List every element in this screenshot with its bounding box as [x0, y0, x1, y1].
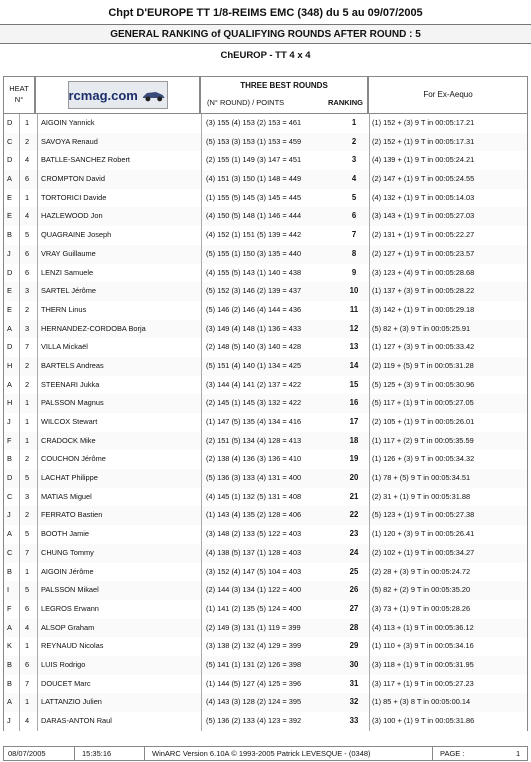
- ex-aequo: (5) 123 + (1) 9 T in 00:05:27.38: [372, 510, 475, 520]
- heat-number: 6: [24, 659, 30, 669]
- best-rounds: (5) 146 (2) 146 (4) 144 = 436: [206, 304, 302, 314]
- driver-name: BATLLE-SANCHEZ Robert: [41, 155, 130, 165]
- table-row: [3, 675, 528, 694]
- heat-letter: B: [7, 454, 12, 464]
- heat-number: 1: [24, 398, 30, 408]
- table-row: [3, 432, 528, 451]
- column-header: [0, 76, 531, 114]
- driver-name: MATIAS Miguel: [41, 491, 92, 501]
- ex-aequo: (3) 100 + (1) 9 T in 00:05:31.86: [372, 716, 475, 725]
- ranking: 9: [351, 267, 357, 277]
- table-row: [3, 151, 528, 170]
- table-row: [3, 469, 528, 488]
- ranking: 19: [349, 454, 359, 464]
- heat-letter: F: [7, 435, 12, 445]
- table-row: [3, 189, 528, 208]
- heat-letter: B: [7, 678, 12, 688]
- ranking: 13: [349, 342, 359, 352]
- heat-letter: F: [7, 603, 12, 613]
- driver-name: DARAS-ANTON Raul: [41, 716, 112, 725]
- driver-name: THERN Linus: [41, 304, 87, 314]
- footer-date: 08/07/2005: [8, 749, 46, 758]
- best-rounds: (3) 149 (4) 148 (1) 136 = 433: [206, 323, 302, 333]
- driver-name: LEGROS Erwann: [41, 603, 99, 613]
- heat-letter: K: [7, 641, 12, 651]
- heat-number: 4: [24, 155, 30, 165]
- table-row: [3, 320, 528, 339]
- ex-aequo: (3) 73 + (1) 9 T in 00:05:28.26: [372, 603, 471, 613]
- heat-letter: A: [7, 622, 12, 632]
- table-row: [3, 581, 528, 600]
- best-rounds: (4) 145 (1) 132 (5) 131 = 408: [206, 491, 302, 501]
- ranking: 7: [351, 230, 357, 240]
- driver-name: PALSSON Mikael: [41, 585, 99, 595]
- ex-aequo: (2) 105 + (1) 9 T in 00:05:26.01: [372, 417, 475, 426]
- ranking-label: RANKING: [328, 98, 363, 107]
- driver-name: LUIS Rodrigo: [41, 659, 86, 669]
- table-row: [3, 357, 528, 376]
- ex-aequo: (5) 117 + (1) 9 T in 00:05:27.05: [372, 398, 474, 408]
- heat-number: 1: [24, 417, 30, 426]
- footer-version: WinARC Version 6.10A © 1993-2005 Patrick LEVESQUE - (0348): [152, 749, 371, 758]
- best-rounds-header: [200, 76, 368, 114]
- ranking-title: GENERAL RANKING of QUALIFYING ROUNDS AFTER ROUND : 5: [0, 24, 531, 44]
- heat-number: 4: [24, 211, 30, 221]
- driver-name: CRADOCK Mike: [41, 435, 96, 445]
- ex-aequo: (1) 78 + (5) 9 T in 00:05:34.51: [372, 473, 471, 483]
- best-rounds: (5) 152 (3) 146 (2) 139 = 437: [206, 286, 302, 296]
- best-rounds: (4) 152 (1) 151 (5) 139 = 442: [206, 230, 302, 240]
- ranking: 32: [349, 697, 359, 707]
- table-row: [3, 282, 528, 301]
- table-row: [3, 506, 528, 525]
- table-row: [3, 619, 528, 638]
- driver-name: REYNAUD Nicolas: [41, 641, 104, 651]
- best-rounds: (5) 151 (4) 140 (1) 134 = 425: [206, 360, 302, 370]
- ex-aequo: (5) 82 + (3) 9 T in 00:05:25.91: [372, 323, 471, 333]
- driver-name: SARTEL Jérôme: [41, 286, 97, 296]
- ex-aequo: (2) 152 + (1) 9 T in 00:05:17.31: [372, 136, 475, 146]
- driver-name: LATTANZIO Julien: [41, 697, 102, 707]
- ranking: 18: [349, 435, 359, 445]
- table-row: [3, 656, 528, 675]
- heat-number: 2: [24, 454, 30, 464]
- heat-letter: C: [7, 491, 13, 501]
- heat-letter: A: [7, 379, 12, 389]
- heat-number: 3: [24, 491, 30, 501]
- heat-number: 1: [24, 192, 30, 202]
- driver-name: WILCOX Stewart: [41, 417, 98, 426]
- heat-letter: B: [7, 230, 12, 240]
- table-row: [3, 133, 528, 152]
- best-rounds: (1) 141 (2) 135 (5) 124 = 400: [206, 603, 302, 613]
- heat-number: 4: [24, 716, 30, 725]
- best-rounds: (4) 138 (5) 137 (1) 128 = 403: [206, 547, 302, 557]
- table-row: [3, 450, 528, 469]
- ex-aequo: (1) 152 + (3) 9 T in 00:05:17.21: [372, 118, 475, 127]
- heat-number: 7: [24, 678, 30, 688]
- heat-number: 2: [24, 510, 30, 520]
- best-rounds: (1) 143 (4) 135 (2) 128 = 406: [206, 510, 302, 520]
- heat-label: HEAT: [9, 84, 29, 93]
- round-points-label: (N° ROUND) / POINTS: [207, 98, 285, 107]
- heat-number: 7: [24, 342, 30, 352]
- ex-aequo: (1) 137 + (3) 9 T in 00:05:28.22: [372, 286, 475, 296]
- heat-number: 6: [24, 174, 30, 184]
- table-row: [3, 637, 528, 656]
- ranking: 1: [351, 118, 357, 127]
- best-rounds: (1) 155 (5) 145 (3) 145 = 445: [206, 192, 302, 202]
- ranking: 22: [349, 510, 359, 520]
- ranking: 33: [349, 716, 359, 725]
- heat-letter: E: [7, 211, 12, 221]
- heat-number: 6: [24, 603, 30, 613]
- best-rounds: (5) 136 (3) 133 (4) 131 = 400: [206, 473, 302, 483]
- best-rounds: (3) 138 (2) 132 (4) 129 = 399: [206, 641, 302, 651]
- heat-number: 3: [24, 323, 30, 333]
- ex-aequo: (4) 132 + (1) 9 T in 00:05:14.03: [372, 192, 475, 202]
- heat-letter: J: [7, 248, 11, 258]
- best-rounds: (2) 151 (5) 134 (4) 128 = 413: [206, 435, 302, 445]
- table-row: [3, 394, 528, 413]
- driver-name: BOOTH Jamie: [41, 529, 90, 539]
- driver-name: LENZI Samuele: [41, 267, 94, 277]
- rcmag-logo: [68, 81, 168, 109]
- best-rounds: (2) 155 (1) 149 (3) 147 = 451: [206, 155, 302, 165]
- driver-name: PALSSON Magnus: [41, 398, 104, 408]
- table-row: [3, 693, 528, 712]
- footer-page-label: PAGE :: [440, 749, 465, 758]
- best-rounds: (4) 151 (3) 150 (1) 148 = 449: [206, 174, 302, 184]
- ranking: 23: [349, 529, 359, 539]
- best-rounds-title: THREE BEST ROUNDS: [240, 81, 328, 90]
- best-rounds: (2) 148 (5) 140 (3) 140 = 428: [206, 342, 302, 352]
- footer-page-number: 1: [516, 749, 521, 758]
- heat-letter: C: [7, 547, 13, 557]
- table-row: [3, 207, 528, 226]
- best-rounds: (4) 155 (5) 143 (1) 140 = 438: [206, 267, 302, 277]
- ex-aequo: (5) 125 + (3) 9 T in 00:05:30.96: [372, 379, 475, 389]
- ranking: 24: [349, 547, 359, 557]
- driver-name: AIGOIN Yannick: [41, 118, 95, 127]
- heat-number: 4: [24, 622, 30, 632]
- heat-number: 5: [24, 585, 30, 595]
- heat-letter: B: [7, 659, 12, 669]
- driver-name: HERNANDEZ-CORDOBA Borja: [41, 323, 146, 333]
- driver-name: CROMPTON David: [41, 174, 105, 184]
- ranking: 31: [349, 678, 359, 688]
- best-rounds: (5) 155 (1) 150 (3) 135 = 440: [206, 248, 302, 258]
- best-rounds: (1) 147 (5) 135 (4) 134 = 416: [206, 417, 302, 426]
- heat-letter: D: [7, 473, 13, 483]
- driver-name: TORTORICI Davide: [41, 192, 107, 202]
- ranking: 29: [349, 641, 359, 651]
- ex-aequo: (2) 28 + (3) 9 T in 00:05:24.72: [372, 566, 471, 576]
- driver-name: STEENARI Jukka: [41, 379, 100, 389]
- heat-letter: I: [7, 585, 10, 595]
- table-row: [3, 488, 528, 507]
- heat-number: 7: [24, 547, 30, 557]
- heat-number: 2: [24, 360, 30, 370]
- best-rounds: (2) 138 (4) 136 (3) 136 = 410: [206, 454, 302, 464]
- table-row: [3, 413, 528, 432]
- heat-number: 5: [24, 230, 30, 240]
- heat-letter: J: [7, 417, 11, 426]
- best-rounds: (3) 144 (4) 141 (2) 137 = 422: [206, 379, 302, 389]
- ranking-table: [3, 114, 528, 731]
- best-rounds: (3) 148 (2) 133 (5) 122 = 403: [206, 529, 302, 539]
- heat-letter: E: [7, 192, 12, 202]
- heat-number: 1: [24, 641, 30, 651]
- table-row: [3, 170, 528, 189]
- ranking: 5: [351, 192, 357, 202]
- heat-letter: A: [7, 529, 12, 539]
- ranking: 25: [349, 566, 359, 576]
- heat-number: 2: [24, 379, 30, 389]
- ranking: 20: [349, 473, 359, 483]
- best-rounds: (5) 141 (1) 131 (2) 126 = 398: [206, 659, 302, 669]
- ranking: 17: [349, 417, 359, 426]
- table-row: [3, 712, 528, 731]
- heat-number: 2: [24, 304, 30, 314]
- ex-aequo: (1) 110 + (3) 9 T in 00:05:34.16: [372, 641, 474, 651]
- table-row: [3, 245, 528, 264]
- best-rounds: (3) 155 (4) 153 (2) 153 = 461: [206, 118, 302, 127]
- table-row: [3, 544, 528, 563]
- ranking: 3: [351, 155, 357, 165]
- ex-aequo: (5) 82 + (2) 9 T in 00:05:35.20: [372, 585, 471, 595]
- driver-name: ALSOP Graham: [41, 622, 95, 632]
- ex-aequo: (2) 131 + (1) 9 T in 00:05:22.27: [372, 230, 475, 240]
- ranking: 27: [349, 603, 359, 613]
- ex-aequo: (1) 127 + (3) 9 T in 00:05:33.42: [372, 342, 475, 352]
- ex-aequo: (4) 139 + (1) 9 T in 00:05:24.21: [372, 155, 475, 165]
- ranking: 10: [349, 286, 359, 296]
- heat-letter: A: [7, 174, 12, 184]
- table-row: [3, 525, 528, 544]
- best-rounds: (3) 152 (4) 147 (5) 104 = 403: [206, 566, 302, 576]
- driver-name: AIGOIN Jérôme: [41, 566, 94, 576]
- ranking: 8: [351, 248, 357, 258]
- event-title: Chpt D'EUROPE TT 1/8-REIMS EMC (348) du 5 au 09/07/2005: [108, 7, 423, 19]
- best-rounds: (5) 136 (2) 133 (4) 123 = 392: [206, 716, 302, 725]
- driver-name: SAVOYA Renaud: [41, 136, 98, 146]
- heat-letter: A: [7, 323, 12, 333]
- ranking: 14: [349, 360, 359, 370]
- heat-number-label: N°: [14, 95, 24, 104]
- best-rounds: (1) 144 (5) 127 (4) 125 = 396: [206, 678, 302, 688]
- logo-text: rcmag.com: [68, 87, 138, 103]
- ex-aequo: (1) 117 + (2) 9 T in 00:05:35.59: [372, 435, 474, 445]
- table-row: [3, 376, 528, 395]
- ex-aequo: (1) 120 + (3) 9 T in 00:05:26.41: [372, 529, 475, 539]
- driver-name: DOUCET Marc: [41, 678, 91, 688]
- driver-name: CHUNG Tommy: [41, 547, 94, 557]
- footer-bar: [3, 746, 528, 761]
- table-row: [3, 264, 528, 283]
- heat-letter: D: [7, 267, 13, 277]
- ex-aequo: (3) 143 + (1) 9 T in 00:05:27.03: [372, 211, 475, 221]
- heat-letter: J: [7, 716, 11, 725]
- heat-number: 6: [24, 267, 30, 277]
- heat-number: 1: [24, 435, 30, 445]
- ex-aequo: (2) 119 + (5) 9 T in 00:05:31.28: [372, 360, 474, 370]
- table-row: [3, 563, 528, 582]
- ranking: 21: [349, 491, 359, 501]
- heat-number: 5: [24, 529, 30, 539]
- ex-aequo: (3) 142 + (1) 9 T in 00:05:29.18: [372, 304, 475, 314]
- heat-letter: E: [7, 286, 12, 296]
- heat-number: 2: [24, 136, 30, 146]
- ranking: 2: [351, 136, 357, 146]
- heat-letter: E: [7, 304, 12, 314]
- driver-name: QUAGRAINE Joseph: [41, 230, 112, 240]
- best-rounds: (2) 149 (3) 131 (1) 119 = 399: [206, 622, 301, 632]
- table-row: [3, 301, 528, 320]
- ex-aequo: (3) 117 + (1) 9 T in 00:05:27.23: [372, 678, 474, 688]
- heat-number: 1: [24, 118, 30, 127]
- ranking: 4: [351, 174, 357, 184]
- heat-number: 1: [24, 697, 30, 707]
- ranking: 6: [351, 211, 357, 221]
- heat-letter: A: [7, 697, 12, 707]
- table-row: [3, 600, 528, 619]
- ex-aequo: (1) 85 + (3) 8 T in 00:05:00.14: [372, 697, 471, 707]
- heat-column-header: [3, 76, 35, 114]
- table-row: [3, 226, 528, 245]
- driver-name: VRAY Guillaume: [41, 248, 96, 258]
- best-rounds: (2) 145 (1) 145 (3) 132 = 422: [206, 398, 302, 408]
- driver-name: COUCHON Jérôme: [41, 454, 106, 464]
- driver-name: VILLA Mickaël: [41, 342, 88, 352]
- heat-number: 3: [24, 286, 30, 296]
- logo-cell: [35, 76, 200, 114]
- heat-letter: C: [7, 136, 13, 146]
- driver-name: LACHAT Philippe: [41, 473, 98, 483]
- ranking: 16: [349, 398, 359, 408]
- ex-aequo: (4) 113 + (1) 9 T in 00:05:36.12: [372, 622, 474, 632]
- ex-aequo: (3) 123 + (4) 9 T in 00:05:28.68: [372, 267, 475, 277]
- driver-name: FERRATO Bastien: [41, 510, 103, 520]
- heat-letter: D: [7, 342, 13, 352]
- heat-letter: D: [7, 155, 13, 165]
- ex-aequo: (2) 147 + (1) 9 T in 00:05:24.55: [372, 174, 475, 184]
- ranking: 30: [349, 659, 359, 669]
- ex-aequo: (2) 31 + (1) 9 T in 00:05:31.88: [372, 491, 471, 501]
- ex-aequo: (2) 127 + (1) 9 T in 00:05:23.57: [372, 248, 475, 258]
- heat-number: 1: [24, 566, 30, 576]
- table-row: [3, 338, 528, 357]
- best-rounds: (4) 143 (3) 128 (2) 124 = 395: [206, 697, 302, 707]
- category-title: ChEUROP - TT 4 x 4: [220, 50, 311, 61]
- best-rounds: (2) 144 (3) 134 (1) 122 = 400: [206, 585, 302, 595]
- heat-letter: H: [7, 360, 13, 370]
- best-rounds: (5) 153 (3) 153 (1) 153 = 459: [206, 136, 302, 146]
- ranking: 11: [349, 304, 359, 314]
- heat-letter: B: [7, 566, 12, 576]
- driver-name: HAZLEWOOD Jon: [41, 211, 103, 221]
- heat-letter: H: [7, 398, 13, 408]
- ranking: 28: [349, 622, 359, 632]
- car-icon: [141, 88, 167, 102]
- heat-letter: J: [7, 510, 11, 520]
- ex-aequo: (1) 126 + (3) 9 T in 00:05:34.32: [372, 454, 475, 464]
- best-rounds: (4) 150 (5) 148 (1) 146 = 444: [206, 211, 302, 221]
- table-row: [3, 114, 528, 133]
- ex-aequo-header: For Ex-Aequo: [368, 76, 528, 114]
- ex-aequo: (3) 118 + (1) 9 T in 00:05:31.95: [372, 659, 474, 669]
- heat-letter: D: [7, 118, 13, 127]
- footer-time: 15:35:16: [82, 749, 112, 758]
- ranking: 26: [349, 585, 359, 595]
- heat-number: 5: [24, 473, 30, 483]
- heat-number: 6: [24, 248, 30, 258]
- ranking: 12: [349, 323, 359, 333]
- ex-aequo: (2) 102 + (1) 9 T in 00:05:34.27: [372, 547, 475, 557]
- driver-name: BARTELS Andreas: [41, 360, 104, 370]
- ranking: 15: [349, 379, 359, 389]
